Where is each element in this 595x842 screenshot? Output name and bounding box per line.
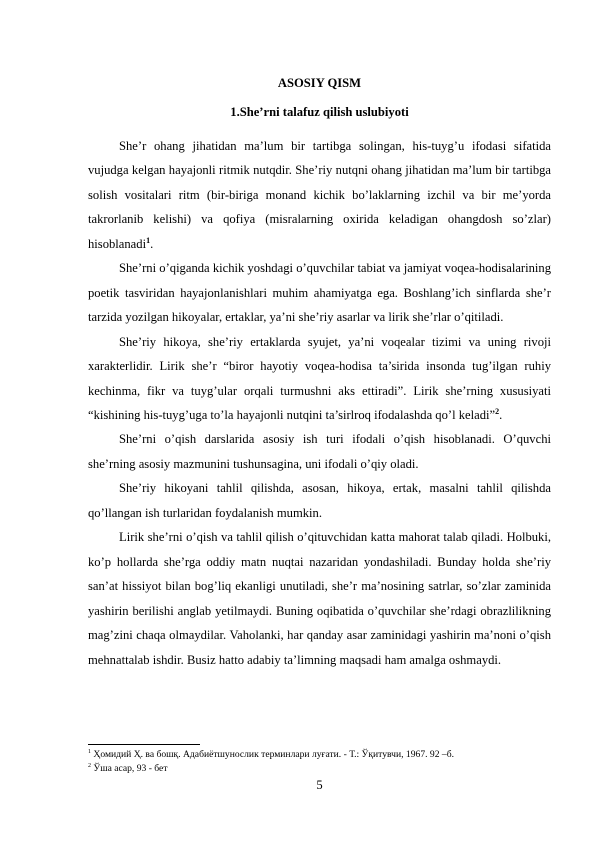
paragraph-4: She’rni o’qish darslarida asosiy ish turi ifodali o’qish hisoblanadi. O’quvchi she’rning asosiy mazmunini tushunsagina, uni ifodali o’qiy oladi. <box>88 432 551 471</box>
paragraph-2: She’rni o’qiganda kichik yoshdagi o’quvchilar tabiat va jamiyat voqea-hodisalarining poetik tasviridan hayajonlanishlari muhim ahamiyatga ega. Boshlang’ich sinflarda she’r tarzida yozilgan hikoyalar, ertaklar, ya’ni she’riy asarlar va lirik she’rlar o’qitiladi. <box>88 261 551 325</box>
page-number: 5 <box>316 778 323 792</box>
paragraph-6: Lirik she’rni o’qish va tahlil qilish o’qituvchidan katta mahorat talab qiladi. Holbuki, ko’p hollarda she’rga oddiy matn nuqtai nazaridan yondashiladi. Bunday holda she’riy san’at hissiyot bilan bog’liq ekanligi unutiladi, she’r ma’nosining satrlar, so’zlar zaminida yashirin berilishi anglab yetilmaydi. Buning oqibatida o’quvchilar she’rdagi obrazlilikning mag’zini chaqa olmaydilar. Vaholanki, har qanday asar zaminidagi yashirin ma’noni o’qish mehnattalab ishdir. Busiz hatto adabiy ta’limning maqsadi ham amalga oshmaydi. <box>88 530 551 667</box>
footnote-ref-2[interactable]: 2 <box>495 406 500 416</box>
paragraph-5: She’riy hikoyani tahlil qilishda, asosan, hikoya, ertak, masalni tahlil qilishda qo’llangan ish turlaridan foydalanish mumkin. <box>88 481 551 520</box>
subsection-heading: 1.She’rni talafuz qilish uslubiyoti <box>230 105 409 119</box>
paragraph-1: She’r ohang jihatidan ma’lum bir tartibga solingan, his-tuyg’u ifodasi sifatida vujudga kelgan hayajonli ritmik nutqdir. She’riy nutqni ohang jihatidan ma’lum bir tartibga solish vositalari ritm (bir-biriga monand kichik bo’laklarning izchil va bir me’yorda takrorlanib kelishi) va qofiya (misralarning oxirida keladigan ohangdosh so’zlar) hisoblanadi$^1$. <box>88 139 551 251</box>
section-heading: ASOSIY QISM <box>277 76 362 90</box>
footnote-ref-1[interactable]: 1 <box>146 235 151 245</box>
footnote-1: $^1$ Ҳомидий Ҳ. ва бошқ. Адабиётшунослик терминлари луғати. - Т.: Ўқитувчи, 1967. 92 –б. <box>88 748 454 760</box>
body-text <box>88 134 551 672</box>
footnote-2: $^2$ Ўша асар, 93 - бет <box>88 762 168 774</box>
footnote-divider <box>88 744 200 745</box>
paragraph-3: She’riy hikoya, she’riy ertaklarda syujet, ya’ni voqealar tizimi va uning rivoji xarakterlidir. Lirik she’r “biror hayotiy voqea-hodisa ta’sirida insonda tug’ilgan ruhiy kechinma, fikr va tuyg’ular orqali turmushni aks ettiradi”. Lirik she’rning xususiyati “kishining his-tuyg’uga to’la hayajonli nutqini ta’sirlroq ifodalashda qo’l keladi”$^2$. <box>88 334 551 422</box>
